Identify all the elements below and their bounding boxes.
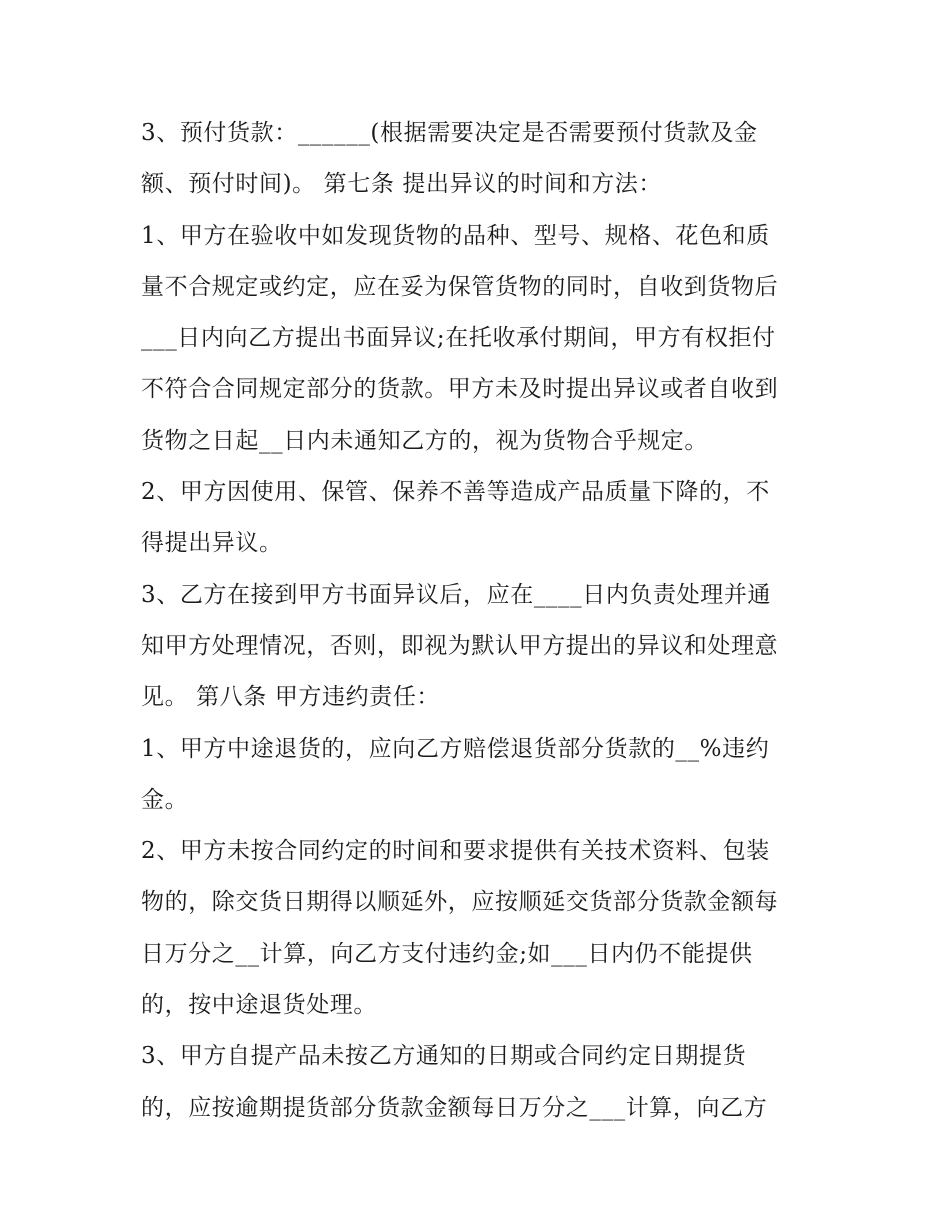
- text-line: 1、甲方中途退货的，应向乙方赔偿退货部分货款的__%违约: [141, 735, 770, 762]
- text-line: 1、甲方在验收中如发现货物的品种、型号、规格、花色和质: [141, 222, 770, 249]
- text-line: 见。 第八条 甲方违约责任：: [141, 684, 441, 711]
- text-line: 2、甲方未按合同约定的时间和要求提供有关技术资料、包装: [141, 838, 770, 865]
- text-line: 2、甲方因使用、保管、保养不善等造成产品质量下降的，不: [141, 479, 770, 506]
- text-line: 金。: [141, 786, 189, 813]
- text-line: 货物之日起__日内未通知乙方的，视为货物合乎规定。: [141, 427, 708, 454]
- text-line: ___日内向乙方提出书面异议;在托收承付期间，甲方有权拒付: [141, 325, 776, 352]
- text-line: 3、乙方在接到甲方书面异议后，应在____日内负责处理并通: [141, 581, 772, 608]
- text-line: 的，应按逾期提货部分货款金额每日万分之___计算，向乙方: [141, 1094, 768, 1121]
- text-line: 不符合合同规定部分的货款。甲方未及时提出异议或者自收到: [141, 376, 779, 403]
- text-line: 3、甲方自提产品未按乙方通知的日期或合同约定日期提货: [141, 1043, 747, 1070]
- text-line: 的，按中途退货处理。: [141, 992, 377, 1019]
- document-body: [141, 108, 831, 1134]
- text-line: 3、预付货款：______(根据需要决定是否需要预付货款及金: [141, 120, 758, 146]
- text-line: 额、预付时间)。 第七条 提出异议的时间和方法：: [141, 171, 662, 198]
- text-line: 知甲方处理情况，否则，即视为默认甲方提出的异议和处理意: [141, 632, 779, 659]
- text-line: 物的，除交货日期得以顺延外，应按顺延交货部分货款金额每: [141, 889, 779, 916]
- text-line: 日万分之__计算，向乙方支付违约金;如___日内仍不能提供: [141, 940, 753, 967]
- text-line: 得提出异议。: [141, 530, 283, 557]
- text-line: 量不合规定或约定，应在妥为保管货物的同时，自收到货物后: [141, 273, 779, 300]
